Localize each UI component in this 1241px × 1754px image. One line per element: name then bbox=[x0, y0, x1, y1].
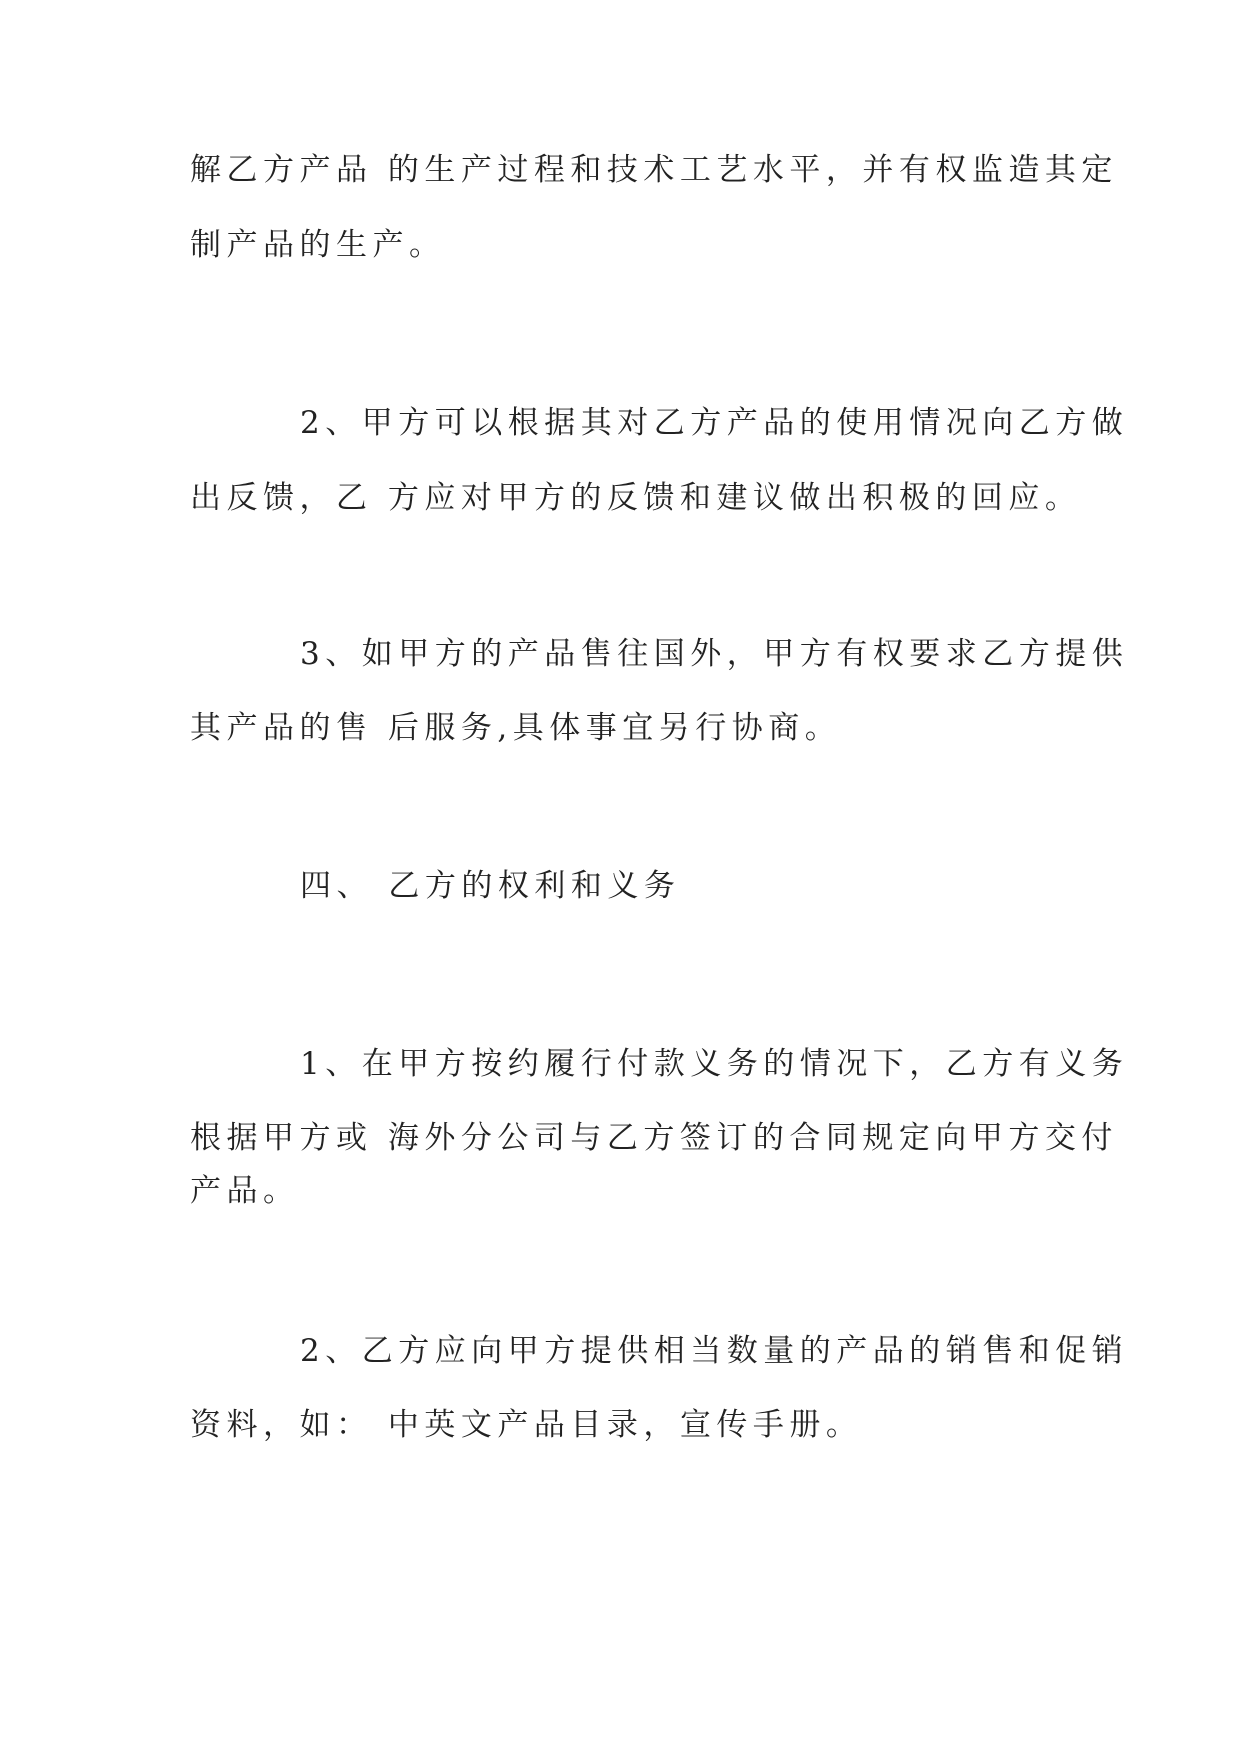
paragraph-6-line-2: 资料，如： 中英文产品目录，宣传手册。 bbox=[190, 1407, 863, 1443]
paragraph-2-line-1: 2、甲方可以根据其对乙方产品的使用情况向乙方做 bbox=[300, 405, 1129, 441]
paragraph-3-line-2: 其产品的售 后服务,具体事宜另行协商。 bbox=[190, 710, 842, 746]
paragraph-6-line-1: 2、乙方应向甲方提供相当数量的产品的销售和促销 bbox=[300, 1333, 1129, 1369]
paragraph-1-line-1: 解乙方产品 的生产过程和技术工艺水平，并有权监造其定 bbox=[190, 152, 1118, 188]
paragraph-2-line-2: 出反馈，乙 方应对甲方的反馈和建议做出积极的回应。 bbox=[190, 480, 1082, 516]
paragraph-3-line-1: 3、如甲方的产品售往国外，甲方有权要求乙方提供 bbox=[300, 636, 1129, 672]
paragraph-1-line-2: 制产品的生产。 bbox=[190, 227, 446, 263]
paragraph-5-line-2: 根据甲方或 海外分公司与乙方签订的合同规定向甲方交付 bbox=[190, 1120, 1118, 1156]
paragraph-5-line-1: 1、在甲方按约履行付款义务的情况下，乙方有义务 bbox=[300, 1046, 1129, 1082]
paragraph-5-line-3: 产品。 bbox=[190, 1173, 300, 1209]
section-heading: 四、 乙方的权利和义务 bbox=[300, 868, 681, 904]
